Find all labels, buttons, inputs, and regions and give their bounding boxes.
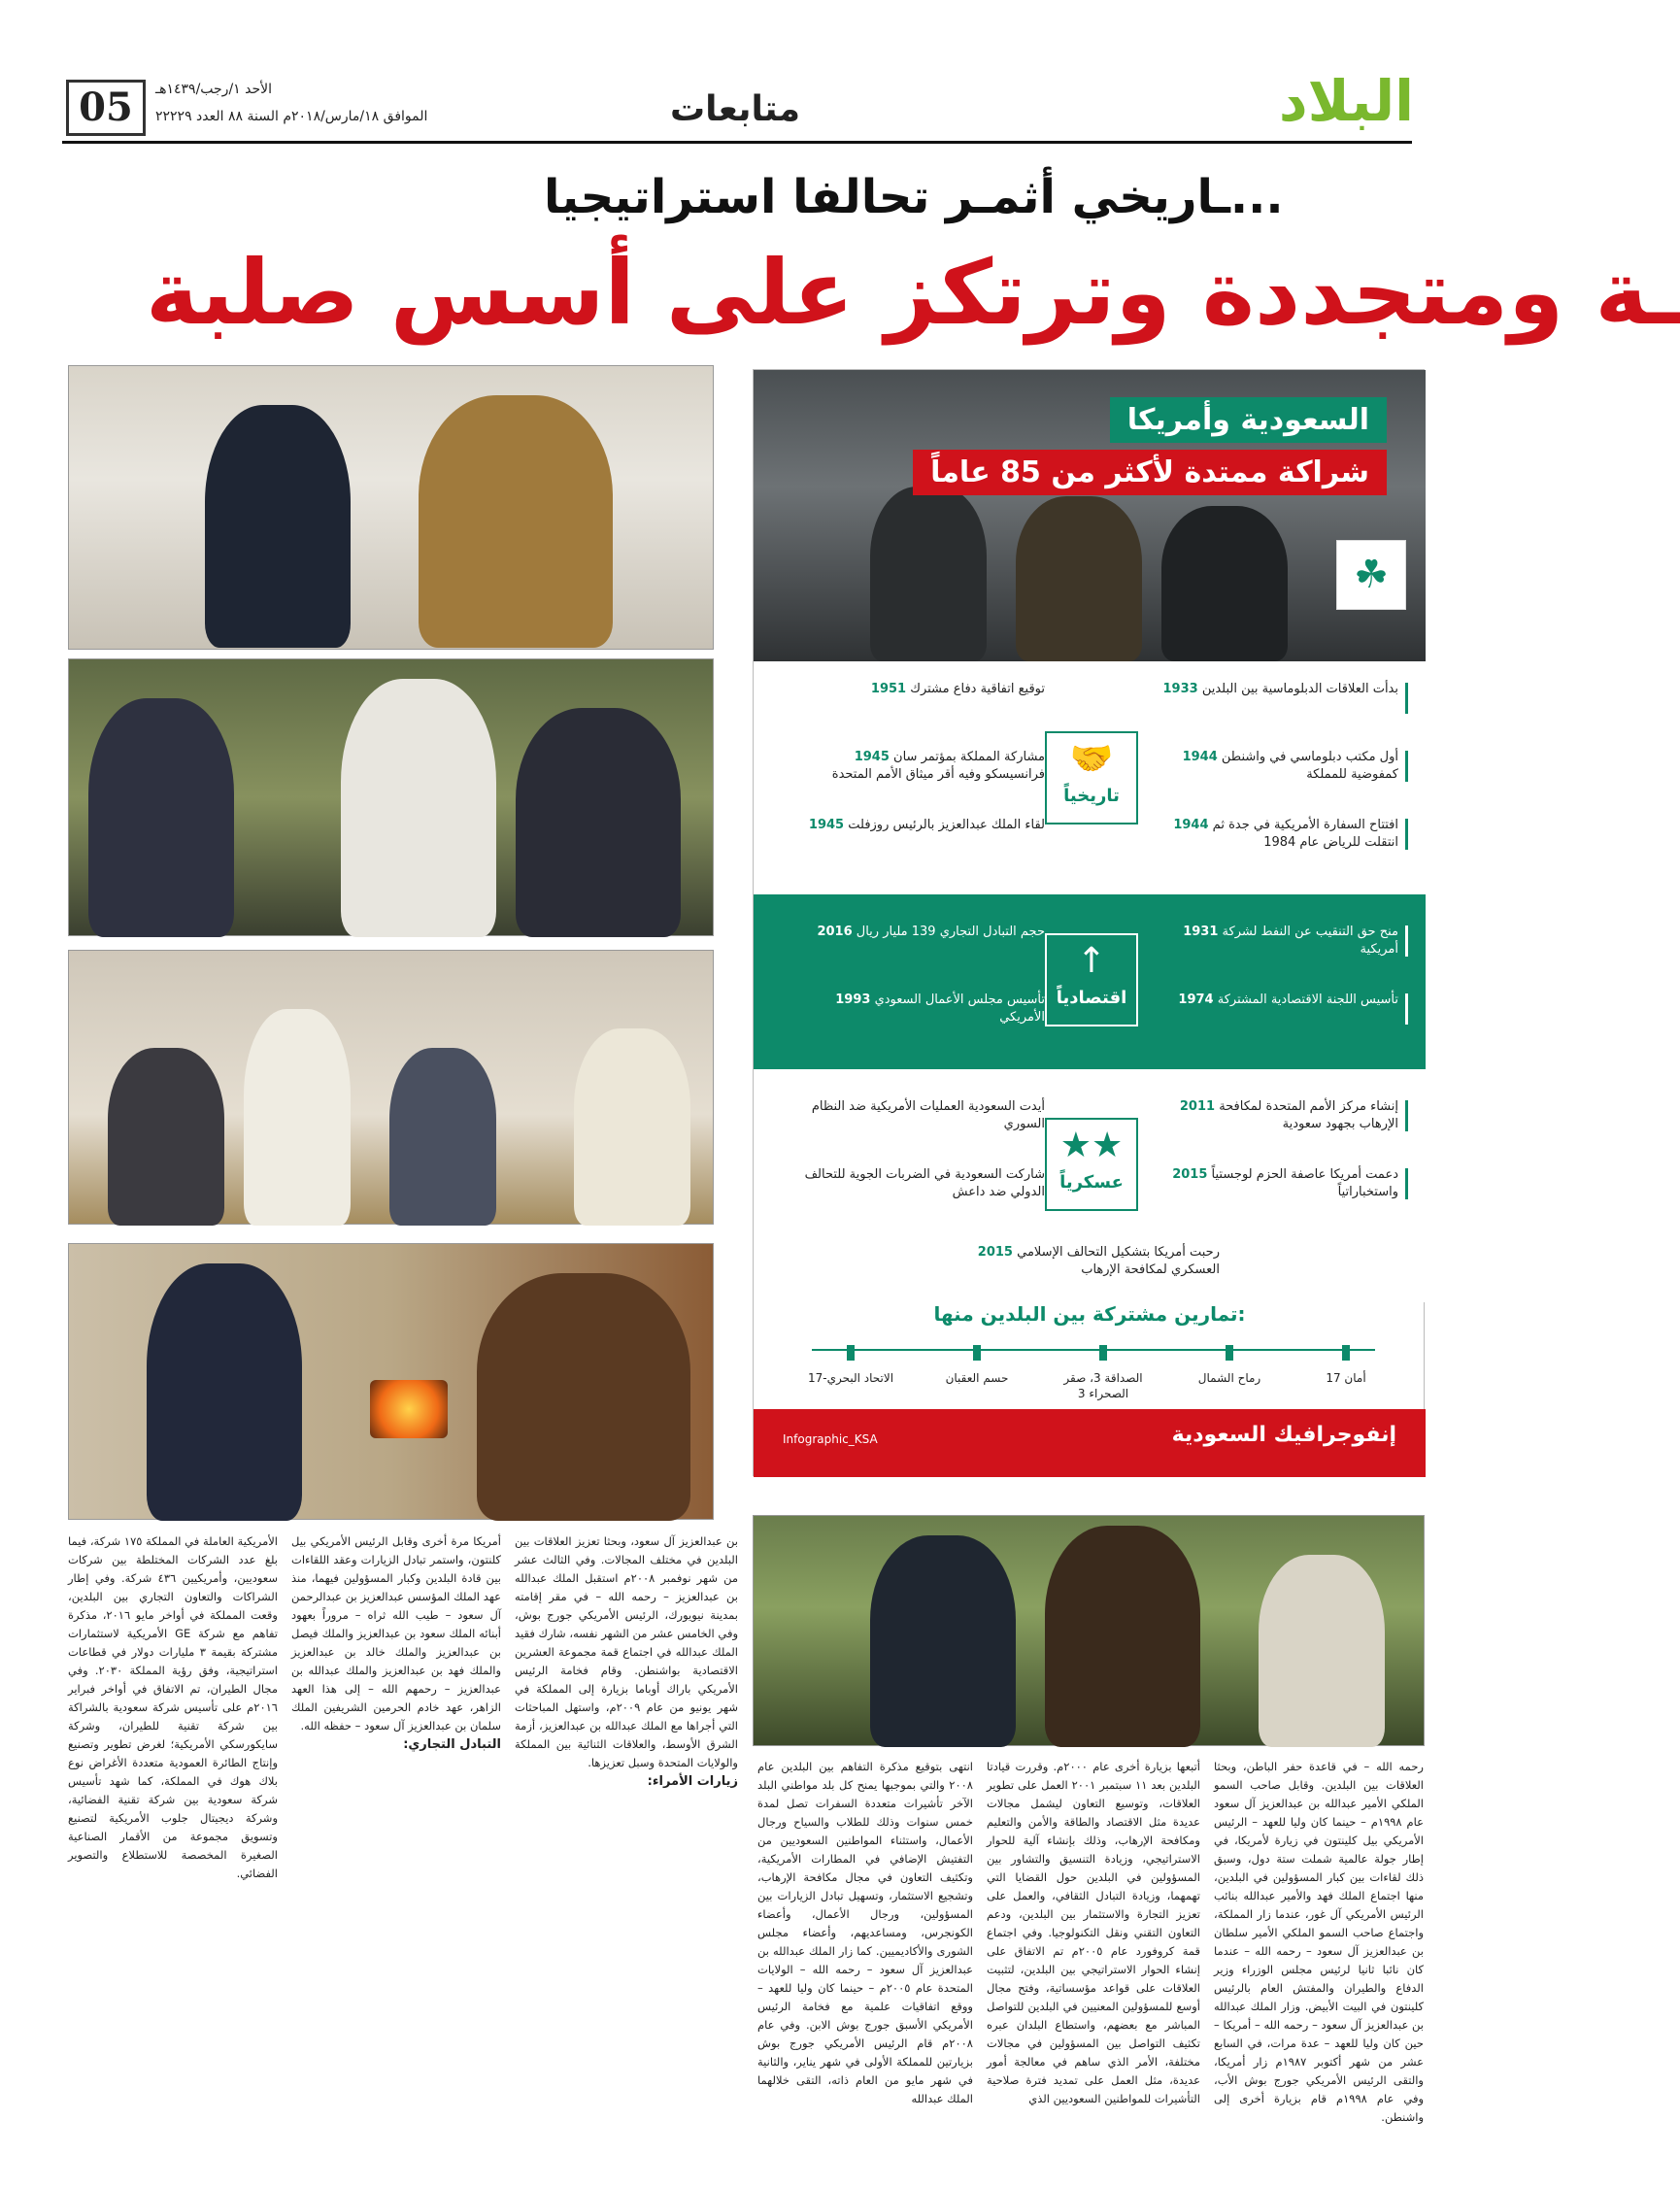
timeline-entry: 1993 تأسيس مجلس الأعمال السعودي الأمريكي [835,993,1045,1025]
military-box: ★★ عسكرياً [1045,1118,1138,1211]
timeline-entry: 2015 رحبت أمريكا بتشكيل التحالف الإسلامي العسكري لمكافحة الإرهاب [977,1245,1220,1277]
article-column: انتهى بتوقيع مذكرة التفاهم بين البلدين عام ٢٠٠٨ والتي بموجبها يمنح كل بلد مواطني البلد الآخر تأشيرات متعددة السفرات تصل لمدة خمس سنوات وذلك للطلاب والسياح ورجال الأعمال، واستثناء المواطنين السعوديين من التفتيش الإضافي في المطارات الأمريكية، وتكثيف التعاون في مجال مكافحة الإرهاب، وتشجيع الاستثمار، وتسهيل تبادل الزيارات بين المسؤولين، ورجال الأعمال، وأعضاء الكونجرس، ومساعديهم، وأعضاء مجلس الشورى والأكاديميين. كما زار الملك عبدالله بن عبدالعزيز آل سعود – رحمه الله – الولايات المتحدة عام ٢٠٠٥م – حينما كان وليا للعهد – ووقع اتفاقيات علمية مع فخامة الرئيس الأمريكي الأسبق جورج بوش الابن. وفي عام ٢٠٠٨م قام الرئيس الأمريكي جورج بوش بزيارتين للمملكة الأولى في شهر يناير، والثانية في شهر مايو من العام ذاته، التقى خلالهما الملك عبدالله [757,1760,973,2105]
photo-kennedy-saud [68,365,714,650]
exercise-item: الصداقة 3، صقر الصحراء 3 [1055,1370,1152,1401]
infographic-brand: إنفوجرافيك السعودية [1171,1423,1396,1447]
timeline-entry: 2011 إنشاء مركز الأمم المتحدة لمكافحة الإرهاب بجهود سعودية [1146,1098,1398,1133]
article-column: بن عبدالعزيز آل سعود، وبحثا تعزيز العلاقات بين البلدين في مختلف المجالات. وفي الثالث عشر من شهر نوفمبر ٢٠٠٨م استقبل الملك عبدالله بن عبدالعزيز – رحمه الله – في مقر إقامته بمدينة نيويورك، الرئيس الأمريكي جورج بوش، وفي الخامس عشر من الشهر نفسه، شارك فقيد الملك عبدالله في اجتماع قمة مجموعة العشرين الاقتصادية بواشنطن. وقام فخامة الرئيس الأمريكي باراك أوباما بزيارة إلى المملكة في شهر يونيو من عام ٢٠٠٩م، واستهل المباحثات التي أجراها مع الملك عبدالله بن عبدالعزيز، أزمة الشرق الأوسط، والعلاقات الثنائية بين المملكة والولايات المتحدة وسبل تعزيزها. زيارات الأمراء: [515,1534,738,1789]
figure-person [419,395,613,648]
exercise-item: الاتحاد البحري-17 [802,1370,899,1386]
photo-carter-khalid [68,950,714,1225]
figure-person [389,1048,496,1226]
band-military [754,1069,1426,1302]
photo-johnson-faisal [68,658,714,936]
article-column: الأمريكية العاملة في المملكة ١٧٥ شركة، فيما بلغ عدد الشركات المختلطة بين شركات سعوديين، وأمريكيين ٤٣٦ شركة. وفي إطار الشراكات والتعاون التجاري بين البلدين، وقعت المملكة في أواخر مايو ٢٠١٦، مذكرة تفاهم مع شركة GE الأمريكية لاستثمارات مشتركة بقيمة ٣ مليارات دولار في قطاعات استراتيجية، وفق رؤية المملكة ٢٠٣٠. وفي مجال الطيران، تم الاتفاق في أواخر فبراير ٢٠١٦م على تأسيس شركة سعودية بالشراكة بين شركة تقنية للطيران، وشركة سايكورسكي الأمريكية؛ لغرض تطوير وتصنيع وإنتاج الطائرة العمودية متعددة الأغراض نوع بلاك هوك في المملكة، كما شهد تأسيس شركة سعودية بين شركة تقنية الفضائية، وشركة ديجيتال جلوب الأمريكية لتصنيع وتسويق مجموعة من الأقمار الصناعية الصغيرة المخصصة للاستطلاع والتصوير الفضائي. [68,1534,279,1880]
subheading: زيارات الأمراء: [647,1774,738,1789]
article-column: أمريكا مرة أخرى وقابل الرئيس الأمريكي بيل كلنتون، واستمر تبادل الزيارات وعقد اللقاءات بين قادة البلدين وكبار المسؤولين فيهما، منذ عهد الملك المؤسس عبدالعزيز بن عبدالرحمن آل سعود – طيب الله ثراه – مروراً بعهود أبنائه الملك سعود بن عبدالعزيز والملك فيصل بن عبدالعزيز والملك خالد بن عبدالعزيز والملك فهد بن عبدالعزيز والملك عبدالله بن عبدالعزيز – رحمهم الله – إلى هذا العهد الزاهر، عهد خادم الحرمين الشريفين الملك سلمان بن عبدالعزيز آل سعود – حفظه الله. التبادل التجاري: [291,1534,501,1752]
timeline-entry: 1944 أول مكتب دبلوماسي في واشنطن كمفوضية للمملكة [1146,749,1398,784]
figure-person [870,487,987,661]
infographic [753,369,1425,1476]
header-divider [62,141,1412,144]
exercise-item: أمان 17 [1297,1370,1394,1386]
figure-person [205,405,351,648]
economic-box: ↑ اقتصادياً [1045,933,1138,1026]
figure-person [1016,496,1142,661]
figure-person [108,1048,224,1226]
exercise-item: رماح الشمال [1181,1370,1278,1386]
infographic-subtitle: شراكة ممتدة لأكثر من 85 عاماً [913,450,1387,495]
infographic-handle: Infographic_KSA [783,1432,878,1446]
figure-person [870,1535,1016,1747]
date-gregorian: الموافق ١٨/مارس/٢٠١٨م السنة ٨٨ العدد ٢٢٢٢٩ [155,109,428,124]
photo-bush-abdullah [753,1515,1425,1746]
figure-person [1045,1526,1200,1747]
figure-person [574,1028,690,1226]
fireplace [370,1380,448,1438]
exercises-line [812,1349,1375,1351]
logo-icon: ☘ [1336,540,1406,610]
timeline-entry: 1933 بدأت العلاقات الدبلوماسية بين البلدين [1146,681,1398,698]
date-hijri: الأحد ١/رجب/١٤٣٩هـ [155,82,273,97]
timeline-entry: 2015 دعمت أمريكا عاصفة الحزم لوجستياً واستخباراتياً [1146,1166,1398,1201]
handshake-icon: 🤝 [1069,739,1114,779]
figure-person [147,1263,302,1521]
exercise-item: حسم العقبان [928,1370,1025,1386]
money-icon: ↑ [1076,941,1107,981]
timeline-entry: أيدت السعودية العمليات الأمريكية ضد النظام السوري [811,1099,1045,1131]
infographic-title: السعودية وأمريكا [1110,397,1387,443]
headline-line1: ـاريخي أثمـر تحالفا استراتيجيا... [544,170,1284,224]
photo-reagan-fahd [68,1243,714,1520]
stars-icon: ★★ [1059,1126,1124,1165]
infographic-footer [754,1409,1426,1477]
page-number: 05 [66,80,146,136]
figure-person [88,698,234,937]
timeline-entry: 1945 لقاء الملك عبدالعزيز بالرئيس روزفلت [808,818,1045,832]
headline-line2: ـة ومتجددة وترتكز على أسس صلبة [146,241,1680,345]
timeline-entry: شاركت السعودية في الضربات الجوية للتحالف الدولي ضد داعش [804,1167,1045,1199]
timeline-entry: 1945 مشاركة المملكة بمؤتمر سان فرانسيسكو وفيه أقر ميثاق الأمم المتحدة [831,750,1045,782]
figure-person [1161,506,1288,661]
historical-box: 🤝 تاريخياً [1045,731,1138,824]
article-column: أتبعها بزيارة أخرى عام ٢٠٠٠م. وقررت قيادتا البلدين بعد ١١ سبتمبر ٢٠٠١ العمل على تطوير العلاقات، وتوسيع التعاون ليشمل مجالات عديدة مثل الاقتصاد والطاقة والأمن والتعليم ومكافحة الإرهاب، وذلك بإنشاء آلية للحوار الاستراتيجي، وزيادة التنسيق والتشاور بين المسؤولين في البلدين حول القضايا التي تهمهما، وزيادة التبادل الثقافي، والعمل على تعزيز التجارة والاستثمار بين البلدين، ودعم التعاون التقني ونقل التكنولوجيا. وفي اجتماع قمة كروفورد عام ٢٠٠٥م تم الاتفاق على إنشاء الحوار الاستراتيجي بين البلدين، لتثبيت العلاقات على قواعد مؤسساتية، وفتح مجال أوسع للمسؤولين المعنيين في البلدين للتواصل المباشر مع بعضهم، واستطاع البلدان عبره تكثيف التواصل بين المسؤولين في مجالات مختلفة، الأمر الذي ساهم في معالجة أمور عديدة، مثل العمل على تمديد فترة صلاحية التأشيرات للمواطنين السعوديين الذي [987,1760,1200,2105]
article-column: رحمه الله – في قاعدة حفر الباطن، وبحثا العلاقات بين البلدين. وقابل صاحب السمو الملكي الأمير عبدالله بن عبدالعزيز آل سعود عام ١٩٩٨م – حينما كان وليا للعهد – الرئيس الأمريكي بيل كلينتون في زيارة لأمريكا، في إطار جولة عالمية شملت ستة دول، وسبق ذلك لقاءات بين كبار المسؤولين في البلدين، منها اجتماع الملك فهد والأمير عبدالله بنائب الرئيس الأمريكي آل غور، عندما زار المملكة، واجتماع صاحب السمو الملكي الأمير سلطان بن عبدالعزيز آل سعود – رحمه الله – عندما كان نائبا ثانيا لرئيس مجلس الوزراء وزير الدفاع والطيران والمفتش العام بالرئيس كلينتون في البيت الأبيض. وزار الملك عبدالله بن عبدالعزيز آل سعود – رحمه الله – أمريكا – حين كان وليا للعهد – عدة مرات، في السابع عشر من شهر أكتوبر ١٩٨٧م زار أمريكا، والتقى الرئيس الأمريكي جورج بوش الأب، وفي عام ١٩٩٨م قام بزيارة أخرى إلى واشنطن. [1214,1760,1424,2124]
figure-person [477,1273,690,1521]
timeline-entry: 1974 تأسيس اللجنة الاقتصادية المشتركة [1146,992,1398,1009]
exercises-title: تمارين مشتركة بين البلدين منها: [933,1302,1246,1326]
section-title: متابعات [670,89,801,129]
page-header [0,0,1472,146]
band-historical [754,661,1426,894]
figure-person [341,679,496,937]
band-economic [754,894,1426,1069]
figure-person [1259,1555,1385,1747]
figure-person [244,1009,351,1226]
timeline-entry: 2016 حجم التبادل التجاري 139 مليار ريال [817,925,1045,939]
figure-person [516,708,681,937]
timeline-entry: 1931 منح حق التنقيب عن النفط لشركة أمريكية [1146,924,1398,959]
newspaper-logo: البلاد [1278,68,1414,134]
timeline-entry: 1951 توقيع اتفاقية دفاع مشترك [870,682,1045,696]
timeline-entry: 1944 افتتاح السفارة الأمريكية في جدة ثم انتقلت للرياض عام 1984 [1146,817,1398,852]
subheading: التبادل التجاري: [403,1737,501,1752]
